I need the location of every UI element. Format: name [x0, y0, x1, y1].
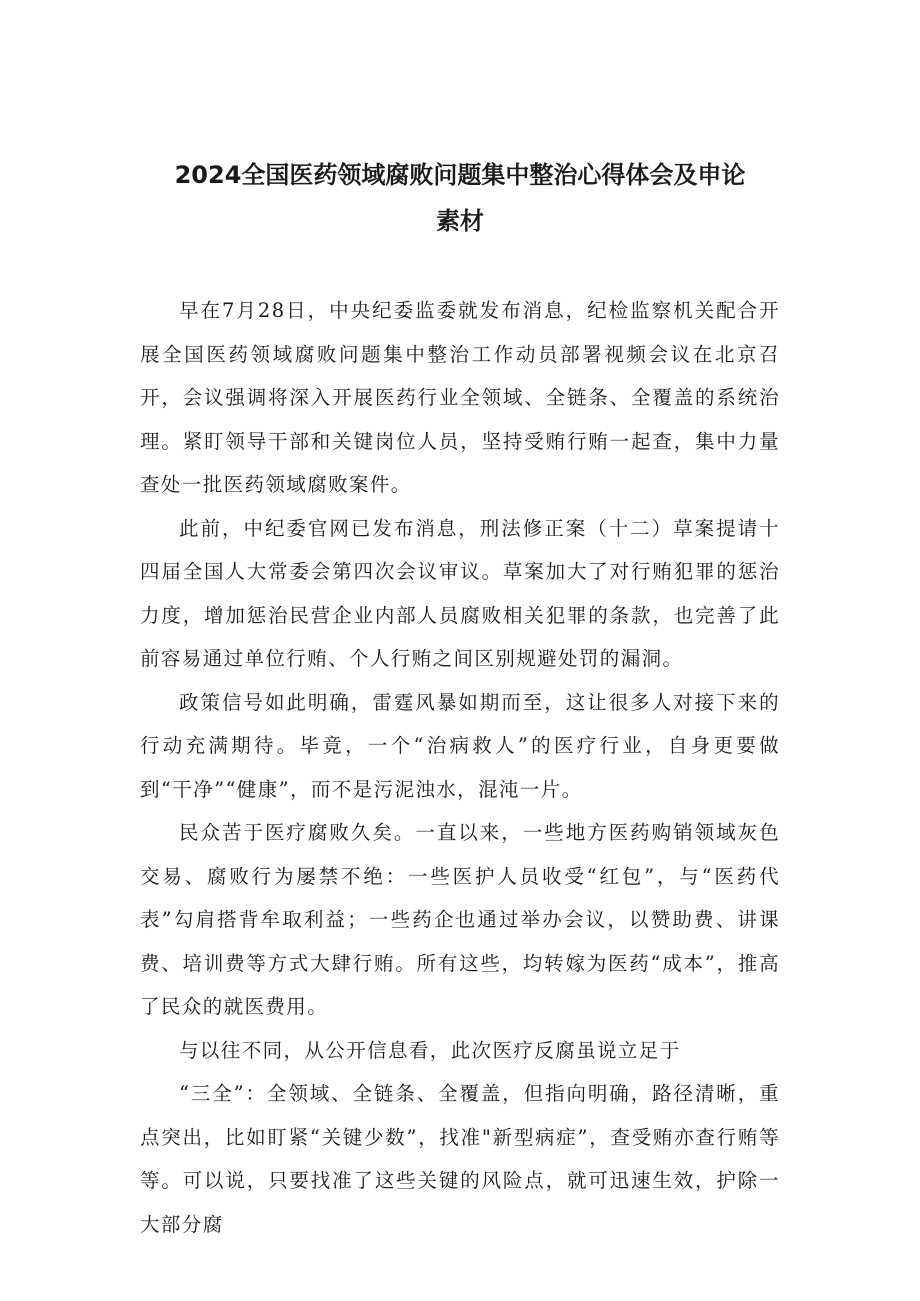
document-title-line-1: 2024全国医药领域腐败问题集中整治心得体会及申论 [174, 161, 746, 189]
paragraph-3: 政策信号如此明确，雷霆风暴如期而至，这让很多人对接下来的行动充满期待。毕竟，一个“治病救人”的医疗行业，自身更要做到“干净”“健康”，而不是污泥浊水，混沌一片。 [140, 690, 780, 801]
paragraph-5: 与以往不同，从公开信息看，此次医疗反腐虽说立足于 [179, 1038, 681, 1062]
paragraph-2: 此前，中纪委官网已发布消息，刑法修正案（十二）草案提请十四届全国人大常委会第四次会议审议。草案加大了对行贿犯罪的惩治力度，增加惩治民营企业内部人员腐败相关犯罪的条款，也完善了此前容易通过单位行贿、个人行贿之间区别规避处罚的漏洞。 [140, 516, 780, 670]
document-title-line-2: 素材 [436, 207, 484, 235]
paragraph-4: 民众苦于医疗腐败久矣。一直以来，一些地方医药购销领域灰色交易、腐败行为屡禁不绝：一些医护人员收受“红包”，与“医药代表”勾肩搭背牟取利益；一些药企也通过举办会议，以赞助费、讲课费、培训费等方式大肆行贿。所有这些，均转嫁为医药“成本”，推高了民众的就医费用。 [140, 821, 780, 1018]
document-body [140, 289, 780, 1246]
paragraph-1: 早在7月28日，中央纪委监委就发布消息，纪检监察机关配合开展全国医药领域腐败问题集中整治工作动员部署视频会议在北京召开，会议强调将深入开展医药行业全领域、全链条、全覆盖的系统治理。紧盯领导干部和关键岗位人员，坚持受贿行贿一起查，集中力量查处一批医药领域腐败案件。 [140, 299, 780, 496]
paragraph-6: “三全”：全领域、全链条、全覆盖，但指向明确，路径清晰，重点突出，比如盯紧“关键少数”，找准"新型病症”，查受贿亦查行贿等等。可以说，只要找准了这些关键的风险点，就可迅速生效，护除一大部分腐 [140, 1082, 780, 1236]
